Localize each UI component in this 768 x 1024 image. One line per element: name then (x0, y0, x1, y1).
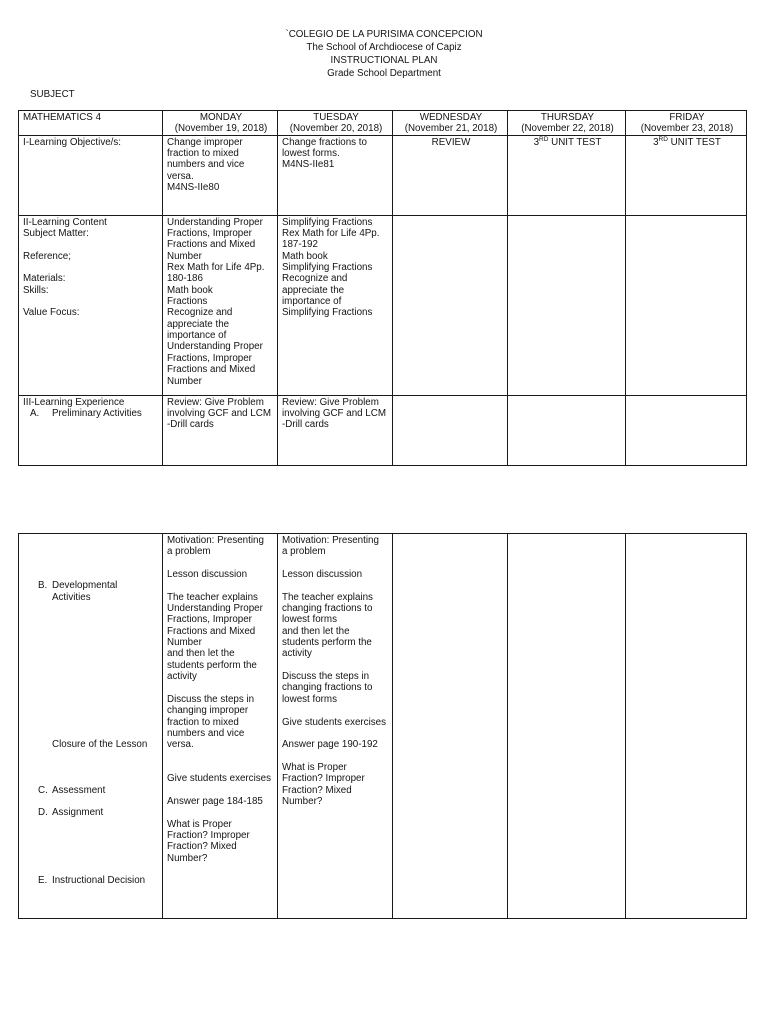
blank-line (167, 682, 275, 693)
text-line: Fraction? Improper (282, 773, 365, 785)
text-line: Answer page 190-192 (282, 739, 378, 751)
text-line: Fractions, Improper (167, 614, 252, 626)
blank-line (167, 580, 275, 591)
text-line: What is Proper (282, 761, 347, 773)
day-name: FRIDAY (669, 112, 705, 123)
unit-test-text: UNIT TEST (667, 136, 721, 148)
content-monday-cell (163, 215, 278, 395)
text-line: and then let the (282, 625, 350, 637)
blank-line (23, 864, 160, 875)
text-line: II-Learning Content (23, 216, 107, 228)
text-line: Lesson discussion (167, 569, 248, 581)
objectives-thursday-cell (508, 135, 626, 215)
text-line: involving GCF and LCM (167, 408, 271, 420)
text-line: Fraction? Mixed (167, 841, 237, 853)
day-header-tuesday (278, 111, 393, 136)
blank-line (23, 682, 160, 693)
text-line: lowest forms. (282, 148, 340, 160)
blank-line (23, 853, 160, 864)
experience-friday-cell (626, 395, 747, 465)
blank-line (282, 558, 390, 569)
review-label: REVIEW (431, 136, 471, 148)
activities-wednesday-cell (393, 534, 508, 919)
developmental-activities-row (19, 534, 747, 919)
blank-line (167, 558, 275, 569)
text-line: Skills: (23, 284, 49, 296)
day-name: TUESDAY (313, 112, 359, 123)
content-tuesday-cell (278, 215, 393, 395)
section-item (23, 807, 160, 818)
activities-labels-cell (19, 534, 163, 919)
objectives-wednesday-cell (393, 135, 508, 215)
subject-label: SUBJECT (30, 89, 75, 100)
blank-line (167, 807, 275, 818)
section-label: Assignment (52, 807, 104, 819)
text-line: changing fractions to (282, 603, 373, 615)
text-line: Simplifying Fractions (282, 262, 373, 274)
section-item (23, 875, 160, 886)
text-line: Fractions, Improper (167, 228, 252, 240)
blank-line (23, 535, 160, 546)
text-line: numbers and vice (167, 727, 245, 739)
section-label: Preliminary Activities (52, 408, 142, 420)
experience-wednesday-cell (393, 395, 508, 465)
blank-line (282, 580, 390, 591)
text-line: Recognize and (282, 273, 348, 285)
text-line: and then let the (167, 648, 235, 660)
day-date: (November 22, 2018) (521, 123, 614, 135)
text-line: -Drill cards (167, 419, 214, 431)
section-item (23, 785, 160, 796)
section-marker: E. (38, 875, 48, 887)
activities-thursday-cell (508, 534, 626, 919)
text-line: The teacher explains (167, 591, 258, 603)
day-header-monday (163, 111, 278, 136)
instructional-plan-table-1 (18, 110, 747, 466)
text-line: Simplifying Fractions (282, 307, 373, 319)
experience-tuesday-cell (278, 395, 393, 465)
section-marker: D. (38, 807, 48, 819)
text-line: Math book (282, 250, 328, 262)
blank-line (23, 728, 160, 739)
text-line: 180-186 (167, 273, 203, 285)
text-line: Understanding Proper (167, 603, 263, 615)
text-line: Fraction? Mixed (282, 784, 352, 796)
text-line: Rex Math for Life 4Pp. (282, 228, 380, 240)
day-name: THURSDAY (540, 112, 595, 123)
text-line: Motivation: Presenting (167, 535, 264, 546)
blank-line (23, 296, 160, 307)
text-line: Recognize and (167, 307, 233, 319)
blank-line (282, 660, 390, 671)
experience-thursday-cell (508, 395, 626, 465)
section-marker: C. (38, 784, 48, 796)
text-line: Change fractions to (282, 136, 367, 148)
blank-line (23, 558, 160, 569)
blank-line (23, 796, 160, 807)
day-date: (November 19, 2018) (174, 123, 268, 135)
text-line: Value Focus: (23, 307, 80, 319)
text-line: students perform the (167, 659, 257, 671)
blank-line (23, 262, 160, 273)
text-line: Answer page 184-185 (167, 795, 263, 807)
day-header-row (19, 111, 747, 136)
school-name: `COLEGIO DE LA PURISIMA CONCEPCION (285, 29, 483, 40)
objectives-monday-cell (163, 135, 278, 215)
activities-friday-cell (626, 534, 747, 919)
text-line: M4NS-IIe81 (282, 159, 335, 171)
text-line: changing fractions to (282, 682, 373, 694)
blank-line (23, 626, 160, 637)
row-label: I-Learning Objective/s: (23, 136, 122, 148)
text-line: Give students exercises (167, 773, 272, 785)
blank-line (23, 717, 160, 728)
experience-monday-cell (163, 395, 278, 465)
ordinal-suffix: RD (539, 135, 549, 143)
blank-line (167, 751, 275, 762)
text-line: appreciate the (282, 284, 345, 296)
text-line: Number (167, 637, 202, 649)
text-line: Fraction? Improper (167, 829, 250, 841)
text-line: 187-192 (282, 239, 318, 251)
text-line: lowest forms (282, 614, 337, 626)
section-item (23, 739, 160, 750)
blank-line (167, 785, 275, 796)
text-line: a problem (167, 546, 211, 558)
section-item (23, 592, 160, 603)
plan-title: INSTRUCTIONAL PLAN (330, 55, 438, 66)
text-line: importance of (282, 296, 342, 308)
day-header-thursday (508, 111, 626, 136)
day-date: (November 20, 2018) (289, 123, 383, 135)
text-line: Reference; (23, 250, 71, 262)
text-line: III-Learning Experience (23, 396, 125, 408)
blank-line (23, 773, 160, 784)
text-line: Fractions (167, 296, 208, 308)
instructional-plan-table-2 (18, 533, 747, 919)
blank-line (23, 751, 160, 762)
activities-monday-cell (163, 534, 278, 919)
text-line: versa. (167, 170, 194, 182)
text-line: activity (167, 671, 197, 683)
blank-line (23, 546, 160, 557)
text-line: Motivation: Presenting (282, 535, 379, 546)
objectives-row (19, 135, 747, 215)
activities-tuesday-cell (278, 534, 393, 919)
blank-line (23, 614, 160, 625)
learning-experience-row (19, 395, 747, 465)
section-label: Activities (52, 591, 91, 603)
blank-line (23, 603, 160, 614)
day-date: (November 21, 2018) (404, 123, 498, 135)
text-line: Discuss the steps in (167, 693, 255, 705)
text-line: Materials: (23, 273, 66, 285)
section-label: Developmental (52, 580, 118, 592)
text-line: Fractions and Mixed (167, 364, 256, 376)
text-line: The teacher explains (282, 591, 373, 603)
text-line: Number (167, 250, 202, 262)
section-marker: B. (38, 580, 48, 592)
subject-name: MATHEMATICS 4 (23, 112, 102, 123)
text-line: Change improper (167, 136, 243, 148)
day-name: MONDAY (199, 112, 243, 123)
blank-line (23, 637, 160, 648)
section-label: Assessment (52, 784, 106, 796)
learning-content-row (19, 215, 747, 395)
text-line: Simplifying Fractions (282, 216, 373, 228)
text-line: Give students exercises (282, 716, 387, 728)
text-line: Subject Matter: (23, 228, 89, 240)
school-archdiocese: The School of Archdiocese of Capiz (306, 42, 462, 53)
text-line: Understanding Proper (167, 341, 263, 353)
ordinal-number: 3 (653, 136, 659, 148)
blank-line (282, 751, 390, 762)
text-line: changing improper (167, 705, 249, 717)
ordinal-suffix: RD (658, 135, 668, 143)
text-line: Fractions and Mixed (167, 625, 256, 637)
day-name: WEDNESDAY (419, 112, 483, 123)
blank-line (23, 660, 160, 671)
section-marker: A. (30, 408, 40, 420)
text-line: Review: Give Problem (282, 396, 379, 408)
experience-labels-cell (19, 395, 163, 465)
text-line: Lesson discussion (282, 569, 363, 581)
day-header-wednesday (393, 111, 508, 136)
text-line: Number? (167, 852, 208, 864)
blank-line (23, 819, 160, 830)
section-item (23, 580, 160, 591)
blank-line (23, 762, 160, 773)
text-line: Number? (282, 795, 323, 807)
content-labels-cell (19, 215, 163, 395)
unit-test-label (512, 137, 623, 148)
objectives-tuesday-cell (278, 135, 393, 215)
objectives-label-cell (19, 135, 163, 215)
content-wednesday-cell (393, 215, 508, 395)
text-line: students perform the (282, 637, 372, 649)
text-line: numbers and vice (167, 159, 245, 171)
content-friday-cell (626, 215, 747, 395)
text-line: Fractions, Improper (167, 352, 252, 364)
text-line: versa. (167, 739, 194, 751)
section-item (23, 408, 160, 419)
day-date: (November 23, 2018) (640, 123, 734, 135)
content-thursday-cell (508, 215, 626, 395)
blank-line (23, 694, 160, 705)
section-label: Closure of the Lesson (52, 739, 148, 751)
text-line: Math book (167, 284, 213, 296)
text-line: involving GCF and LCM (282, 408, 386, 420)
ordinal-number: 3 (533, 136, 540, 148)
document-header (0, 28, 768, 80)
text-line: Number (167, 375, 202, 387)
department-name: Grade School Department (327, 68, 441, 79)
text-line: Understanding Proper (167, 216, 263, 228)
objectives-friday-cell (626, 135, 747, 215)
blank-line (23, 239, 160, 250)
unit-test-label (630, 137, 744, 148)
text-line: fraction to mixed (167, 716, 239, 728)
blank-line (282, 705, 390, 716)
unit-test-text: UNIT TEST (548, 136, 602, 148)
blank-line (23, 830, 160, 841)
text-line: lowest forms (282, 693, 337, 705)
text-line: What is Proper (167, 818, 232, 830)
day-header-friday (626, 111, 747, 136)
text-line: Fractions and Mixed (167, 239, 256, 251)
text-line: importance of (167, 330, 227, 342)
blank-line (23, 648, 160, 659)
subject-cell (19, 111, 163, 136)
blank-line (23, 841, 160, 852)
text-line: Discuss the steps in (282, 671, 370, 683)
blank-line (23, 671, 160, 682)
section-label: Instructional Decision (52, 875, 146, 887)
text-line: appreciate the (167, 318, 230, 330)
text-line: -Drill cards (282, 419, 329, 431)
text-line: activity (282, 648, 312, 660)
text-line: M4NS-IIe80 (167, 182, 220, 194)
text-line: fraction to mixed (167, 148, 239, 160)
text-line: a problem (282, 546, 326, 558)
blank-line (23, 569, 160, 580)
blank-line (23, 705, 160, 716)
blank-line (282, 728, 390, 739)
text-line: Review: Give Problem (167, 396, 264, 408)
blank-line (167, 762, 275, 773)
text-line: Rex Math for Life 4Pp. (167, 262, 265, 274)
